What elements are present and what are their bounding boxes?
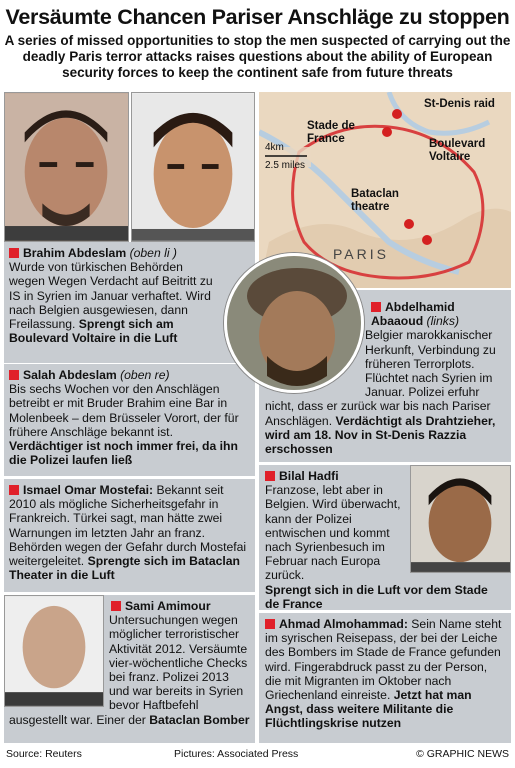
headline: Versäumte Chancen Pariser Anschläge zu stoppen (5, 5, 510, 29)
profile-almohammad (259, 613, 511, 743)
red-bullet-icon (265, 619, 275, 629)
mostefai-bold: Sprengte sich im Bataclan Theater in die Luft (9, 554, 240, 583)
salah-pos: (oben re) (120, 368, 170, 382)
amimour-text: Untersuchungen wegen möglicher terroristischer Aktivität 2012. Versäumte vier-wöchentliche Checks bei franz. Polizei 2013 und war bereits in Syrien bevor Haftbefehl ausgestellt war. Einer der (9, 613, 248, 727)
label-stade: Stade de France (307, 120, 355, 145)
salah-name: Salah Abdeslam (23, 368, 117, 382)
footer (4, 748, 511, 764)
profile-brahim (4, 242, 255, 363)
red-bullet-icon (9, 370, 19, 380)
pictures-credit: Pictures: Associated Press (174, 748, 299, 760)
photo-salah-abdeslam (131, 92, 255, 242)
salah-text: Bis sechs Wochen vor den Anschlägen betreibt er mit Bruder Brahim eine Bar in Molenbeek – dem Brüsseler Vorort, der für frühere Anschläge bekannt ist. (9, 382, 239, 439)
voltaire-marker (422, 235, 432, 245)
label-boulevard: Boulevard Voltaire (429, 138, 486, 163)
red-bullet-icon (111, 601, 121, 611)
label-paris: PARIS (333, 246, 389, 262)
profile-mostefai (4, 479, 255, 592)
scale-miles: 2.5 miles (265, 160, 306, 171)
salah-bold: Verdächtiger ist noch immer frei, da ihn die Polizei laufen ließ (9, 439, 238, 468)
scale-km: 4km (265, 142, 284, 153)
portrait-amimour (5, 596, 103, 706)
brahim-bold: Sprengt sich am Boulevard Voltaire in die Luft (9, 317, 178, 346)
copyright: © GRAPHIC NEWS (416, 748, 509, 760)
almohammad-bold: Jetzt hat man Angst, dass weitere Militante die Flüchtlingskrise nutzen (265, 688, 472, 731)
stade-marker (382, 127, 392, 137)
mostefai-text: Bekannt seit 2010 als mögliche Sicherheitsgefahr in Frankreich. Türkei sagt, man hätte zwei Warnungen im letzten Jahr an franz. Behörden wegen der Gefahr durch Mostefai weitergeleitet. (9, 483, 247, 569)
red-bullet-icon (265, 471, 275, 481)
red-bullet-icon (371, 302, 381, 312)
abaaoud-text: Belgier marokkanischer Herkunft, Verbindung zu früheren Terrorplots. Flüchtet nach Syrien im Januar. Polizei erfuhr nicht, dass er zurück war bis nach Pariser Anschlägen. (265, 328, 496, 428)
bataclan-marker (404, 219, 414, 229)
amimour-name: Sami Amimour (125, 599, 211, 613)
hadfi-bold: Sprengt sich in die Luft vor dem Stade de France (265, 582, 488, 611)
abaaoud-pos: (links) (426, 314, 460, 329)
portrait-hadfi (411, 466, 510, 572)
brahim-name: Brahim Abdeslam (23, 246, 127, 260)
brahim-pos: (oben li ) (129, 246, 177, 260)
red-bullet-icon (9, 248, 19, 258)
photo-amimour (4, 595, 104, 707)
mostefai-name: Ismael Omar Mostefai: (23, 483, 154, 497)
abaaoud-name: Abdelhamid Abaaoud (371, 300, 455, 329)
photo-brahim-abdeslam (4, 92, 129, 242)
photo-abaaoud (224, 253, 364, 393)
brahim-text: Wurde von türkischen Behörden wegen Wegen Verdacht auf Beitritt zu IS in Syrien im Januar verhaftet. Wird nach Belgien ausgewiesen, dann Freilassung. (9, 260, 213, 332)
portrait-abaaoud (227, 256, 364, 393)
photo-hadfi (410, 465, 511, 573)
portrait-brahim (5, 93, 128, 241)
portrait-salah (132, 93, 254, 241)
hadfi-text: Franzose, lebt aber in Belgien. Wird überwacht, kann der Polizei entwischen und kommt nach Syrienbesuch im Februar nach Europa zurück. (265, 483, 401, 583)
profile-salah (4, 364, 255, 476)
amimour-bold: Bataclan Bomber (149, 712, 250, 727)
abaaoud-bold: Verdächtigt als Drahtzieher, wird am 18. Nov in St-Denis Razzia erschossen (265, 413, 496, 457)
source-credit: Source: Reuters (6, 748, 82, 760)
subheadline: A series of missed opportunities to stop the men suspected of carrying out the deadly Paris terror attacks raises questions about the ability of European security forces to keep the continent safe from future threats (4, 33, 511, 80)
stdenis-marker (392, 109, 402, 119)
almohammad-name: Ahmad Almohammad: (279, 617, 408, 631)
label-stdenis: St-Denis raid (424, 98, 495, 110)
almohammad-text: Sein Name steht im syrischen Reisepass, der bei der Leiche des Bombers im Stade de France gefunden wird. Fingerabdruck passt zu der Person, die mit Migranten im Oktober nach Griechenland einreiste. (265, 617, 502, 703)
label-bataclan: Bataclan theatre (351, 188, 399, 213)
hadfi-name: Bilal Hadfi (279, 469, 339, 483)
red-bullet-icon (9, 485, 19, 495)
